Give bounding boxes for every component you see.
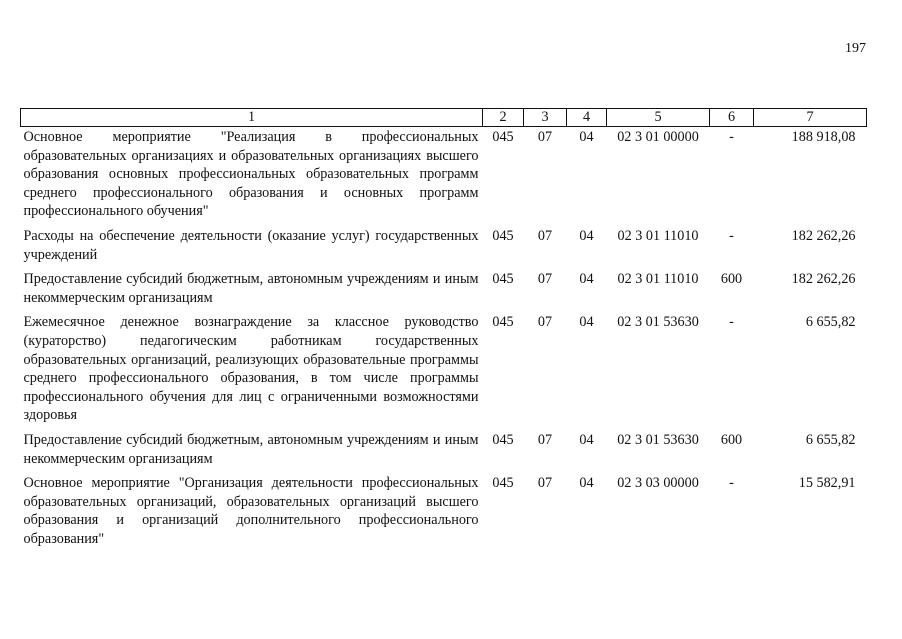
expense-type-code: - [729, 475, 734, 492]
amount: 6 655,82 [805, 314, 856, 331]
column-header: 2 [483, 109, 524, 127]
expense-type-code: - [729, 227, 734, 244]
ministry-code: 045 [492, 271, 514, 288]
column-header: 5 [607, 109, 710, 127]
expense-name: Основное мероприятие "Организация деятельности профессиональных образовательных организаций, образовательных организаций высшего образования и организаций дополнительного профессионального образования" [23, 475, 479, 547]
subsection-code: 04 [579, 475, 594, 492]
ministry-code: 045 [492, 314, 514, 331]
expense-name: Расходы на обеспечение деятельности (оказание услуг) государственных учреждений [23, 227, 479, 263]
subsection-code: 04 [579, 271, 594, 288]
target-article-code: 02 3 01 00000 [617, 129, 699, 145]
section-code: 07 [537, 129, 553, 145]
column-header: 3 [524, 109, 567, 127]
target-article-code: 02 3 01 11010 [617, 271, 699, 288]
section-code: 07 [537, 475, 553, 492]
table-row [21, 127, 867, 226]
table-row [21, 473, 867, 553]
amount: 15 582,91 [798, 475, 856, 492]
amount: 182 262,26 [791, 227, 856, 244]
column-header: 1 [21, 109, 483, 127]
expense-name: Ежемесячное денежное вознаграждение за классное руководство (кураторство) педагогическим работникам государственных образовательных организаций, реализующих образовательные программы среднего профессионального образования, в том числе программы профессионального обучения для лиц с ограниченными возможностями здоровья [23, 314, 479, 424]
page-number: 197 [845, 41, 866, 56]
subsection-code: 04 [579, 129, 594, 145]
column-header: 7 [754, 109, 867, 127]
amount: 6 655,82 [805, 431, 856, 448]
ministry-code: 045 [492, 475, 514, 492]
ministry-code: 045 [492, 227, 514, 244]
section-code: 07 [537, 271, 553, 288]
expense-name: Предоставление субсидий бюджетным, автономным учреждениям и иным некоммерческим организациям [23, 431, 479, 467]
section-code: 07 [537, 314, 553, 331]
column-header: 6 [710, 109, 754, 127]
target-article-code: 02 3 03 00000 [617, 475, 699, 492]
expense-name: Предоставление субсидий бюджетным, автономным учреждениям и иным некоммерческим организациям [23, 271, 479, 306]
subsection-code: 04 [579, 227, 594, 244]
ministry-code: 045 [492, 431, 514, 448]
expense-name: Основное мероприятие "Реализация в профессиональных образовательных организациях и образовательных организациях высшего образования основных профессиональных образовательных программ среднего профессионального образования и основных программ профессионального обучения" [23, 129, 479, 220]
expense-type-code: 600 [720, 431, 743, 448]
target-article-code: 02 3 01 11010 [617, 227, 699, 244]
expense-type-code: - [729, 129, 734, 145]
column-header: 4 [567, 109, 607, 127]
table-row [21, 269, 867, 312]
target-article-code: 02 3 01 53630 [617, 431, 699, 448]
subsection-code: 04 [579, 314, 594, 331]
ministry-code: 045 [492, 129, 514, 145]
section-code: 07 [537, 431, 553, 448]
amount: 182 262,26 [791, 271, 856, 288]
table-row [21, 430, 867, 473]
target-article-code: 02 3 01 53630 [617, 314, 699, 331]
budget-table [20, 108, 867, 553]
table-row [21, 226, 867, 269]
subsection-code: 04 [579, 431, 594, 448]
expense-type-code: - [729, 314, 734, 331]
table-row [21, 312, 867, 430]
amount: 188 918,08 [791, 129, 856, 145]
expense-type-code: 600 [720, 271, 743, 288]
table-header-row [21, 109, 867, 127]
section-code: 07 [537, 227, 553, 244]
